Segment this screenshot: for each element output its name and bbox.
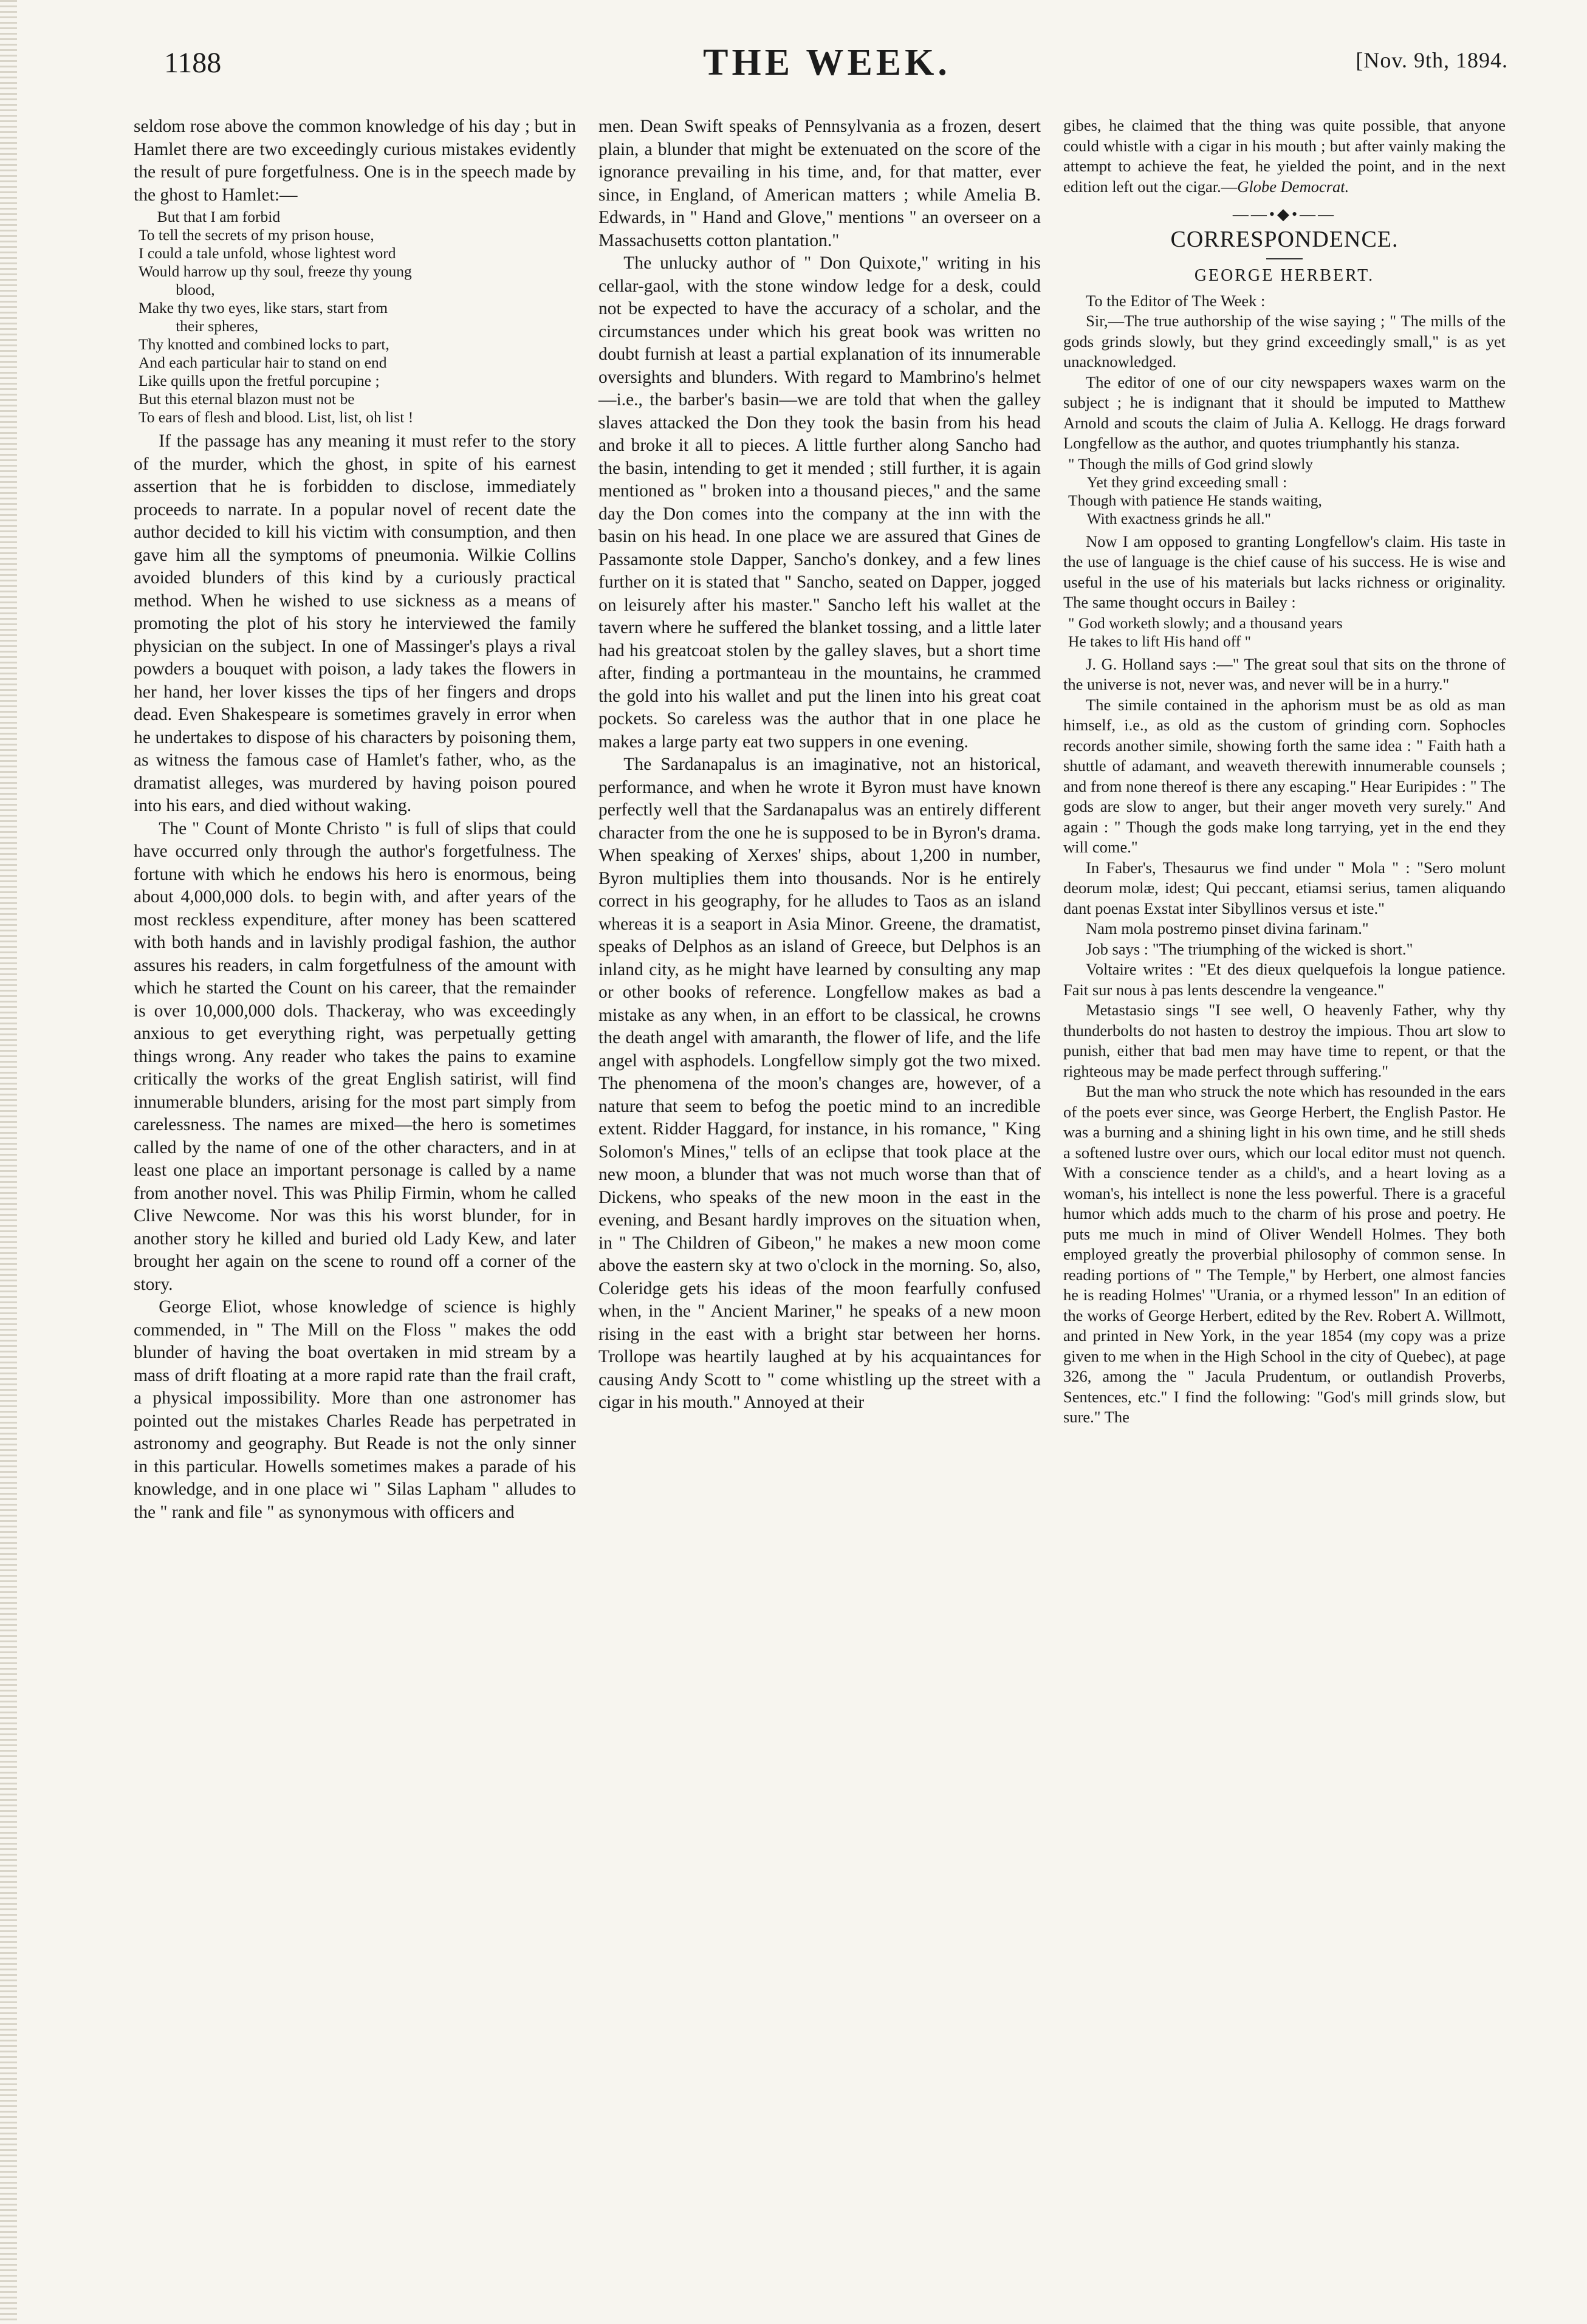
verse-line: Though with patience He stands waiting,: [1068, 491, 1322, 509]
paragraph: Now I am opposed to granting Longfellow's claim. His taste in the use of language is the chief cause of his success. He is wise and useful in the use of his materials but lacks richness or originality. The same thought occurs in Bailey :: [1063, 532, 1506, 611]
salutation: To the Editor of The Week :: [1086, 291, 1266, 310]
verse-line: With exactness grinds he all.": [1086, 509, 1271, 527]
verse-line: Thy knotted and combined locks to part,: [139, 335, 389, 353]
masthead-title: THE WEEK.: [703, 42, 951, 83]
hamlet-quote: [139, 208, 576, 427]
article-columns: [122, 115, 1537, 2297]
verse-line: But that I am forbid: [157, 208, 281, 225]
source-credit: Globe Democrat.: [1237, 177, 1349, 196]
page-header: [122, 41, 1532, 90]
verse-line: " God worketh slowly; and a thousand years: [1068, 614, 1343, 632]
paragraph: If the passage has any meaning it must refer to the story of the murder, which the ghost, in spite of his earnest assertion that he is forbidden to disclose, immediately proceeds to narrate. In a popular novel of recent date the author decided to kill his victim with consumption, and then gave him all the symptoms of pneumonia. Wilkie Collins avoided blunders of this kind by a curiously practical method. When he wished to use sickness as a means of promoting the plot of his story he interviewed the family physician on the subject. In one of Massinger's plays a rival powders a bouquet with poison, a lady takes the flowers in her hand, her lover kisses the tips of her fingers and drops dead. Even Shakespeare is sometimes gravely in error when he undertakes to dispose of his characters by poisoning them, as witness the famous case of Hamlet's father, who, as the dramatist alleges, was murdered by having poison poured into his ears, and died without waking.: [134, 431, 576, 815]
longfellow-quote: [1068, 455, 1506, 528]
verse-line: I could a tale unfold, whose lightest word: [139, 244, 396, 262]
paragraph: The simile contained in the aphorism must be as old as man himself, i.e., as old as the custom of grinding corn. Sophocles records another simile, showing forth the same idea : " Faith hath a shuttle of adamant, and weaveth therewith innumerable counsels ; and from none thereof is there any escaping." Hear Euripides : " The gods are slow to anger, but their anger moveth very surely." And again : " Though the gods make long tarrying, yet in the end they will come.": [1063, 695, 1506, 856]
paragraph: The Sardanapalus is an imaginative, not an historical, performance, and when he wrote it Byron must have known perfectly well that the Sardanapalus was an entirely different character from the one he is supposed to be in Byron's drama. When speaking of Xerxes' ships, about 1,200 in number, Byron multiplies them into thousands. Nor is he entirely correct in his geography, for he alludes to Taos as an island whereas it is a seaport in Asia Minor. Greene, the dramatist, speaks of Delphos as an island of Greece, but Delphos is an inland city, as he might have learned by consulting any map or other books of reference. Longfellow makes as bad a mistake as any when, in an effort to be classical, he crowns the death angel with amaranth, the flower of life, and the life angel with asphodels. Longfellow simply got the two mixed. The phenomena of the moon's changes are, however, of a nature that seem to befog the poetic mind to an incredible extent. Ridder Haggard, for instance, in his romance, " King Solomon's Mines," tells of an eclipse that took place at the new moon, a blunder that was not much worse than that of Dickens, who speaks of the new moon in the east in the evening, and Besant hardly improves on the situation when, in " The Children of Gibeon," he makes a new moon come above the eastern sky at two o'clock in the morning. So, also, Coleridge gets his ideas of the moon fearfully confused when, in the " Ancient Mariner," he speaks of a new moon rising in the east with a bright star between her horns. Trollope was heartily laughed at by his acquaintances for causing Andy Scott to " come whistling up the street with a cigar in his mouth." Annoyed at their: [598, 755, 1041, 1412]
column-1: [134, 115, 576, 1524]
column-3: [1063, 115, 1506, 1428]
verse-line: To ears of flesh and blood. List, list, oh list !: [139, 408, 414, 426]
paragraph: In Faber's, Thesaurus we find under " Mola " : "Sero molunt deorum molæ, idest; Qui peccant, etiamsi serius, tamen aliquando dant poenas Exstat inter Sibyllinos versus et iste.": [1063, 858, 1506, 917]
title-rule: [1266, 258, 1303, 259]
section-title: CORRESPONDENCE.: [1170, 226, 1399, 252]
verse-line: Yet they grind exceeding small :: [1086, 473, 1287, 491]
paragraph: Sir,—The true authorship of the wise saying ; " The mills of the gods grinds slowly, but they grind exceedingly small," is as yet unacknowledged.: [1063, 312, 1506, 371]
paragraph: Metastasio sings "I see well, O heavenly Father, why thy thunderbolts do not hasten to destroy the impious. Thou art slow to punish, either that bad men may have time to repent, or that the righteous may be made perfect through suffering.": [1063, 1001, 1506, 1080]
verse-line: " Though the mills of God grind slowly: [1068, 454, 1314, 473]
paragraph: The " Count of Monte Christo " is full of slips that could have occurred only through the author's forgetfulness. The fortune with which he endows his hero is enormous, being about 4,000,000 dols. to begin with, and after years of the most reckless expenditure, after money has been scattered with both hands and in lavishly prodigal fashion, the author assures his readers, in calm forgetfulness of the amount with which he started the Count on his career, that the remainder is over 10,000,000 dols. Thackeray, who was exceedingly anxious to get everything right, was perpetually getting things wrong. Any reader who takes the pains to examine critically the works of the great English satirist, will find innumerable blunders, arising for the most part simply from carelessness. The names are mixed—the hero is sometimes called by the name of one of the other characters, and in at least one place an important personage is called by a name from another novel. This was Philip Firmin, whom he called Clive Newcome. Nor was this his worst blunder, for in another story he killed and buried old Lady Kew, and later brought her again on the scene to round off a corner of the story.: [134, 818, 576, 1294]
ornament-divider: ——•◆•——: [1232, 205, 1337, 223]
verse-line: blood,: [176, 281, 215, 298]
paragraph: Voltaire writes : "Et des dieux quelquefois la longue patience. Fait sur nous à pas lents descendre la vengeance.": [1063, 960, 1506, 999]
paragraph: George Eliot, whose knowledge of science is highly commended, in " The Mill on the Floss " makes the odd blunder of having the boat overtaken in mid stream by a mass of drift floating at a more rapid rate than the frail craft, a physical impossibility. More than one astronomer has pointed out the mistakes Charles Reade has perpetrated in astronomy and geography. But Reade is not the only sinner in this particular. Howells sometimes makes a parade of his knowledge, and in one place wi " Silas Lapham " alludes to the " rank and file " as synonymous with officers and: [134, 1297, 576, 1522]
verse-line: Make thy two eyes, like stars, start from: [139, 299, 388, 317]
paragraph: Nam mola postremo pinset divina farinam.": [1086, 919, 1369, 937]
verse-line: He takes to lift His hand off ": [1068, 632, 1252, 650]
paragraph: men. Dean Swift speaks of Pennsylvania as a frozen, desert plain, a blunder that might be extenuated on the score of the ignorance prevailing in his time, and, for that matter, ever since, in England, of American matters ; while Amelia B. Edwards, in " Hand and Glove," mentions " an overseer on a Massachusetts cotton plantation.": [598, 117, 1041, 250]
verse-line: And each particular hair to stand on end: [139, 354, 387, 371]
paragraph: [1063, 115, 1506, 197]
paragraph: The unlucky author of " Don Quixote," writing in his cellar-gaol, with the stone window ledge for a desk, could not be expected to have the accuracy of a scholar, and the circumstances under which his great book was written no doubt furnish at least a partial explanation of its innumerable oversights and blunders. With regard to Mambrino's helmet—i.e., the barber's basin—we are told that when the galley slaves attacked the Don they took the basin from his head and broke it all to pieces. A little further along Sancho had the basin, intending to get it mended ; still further, it is again mentioned as " broken into a thousand pieces," and the same day the Don comes into the company at the inn with the basin on his head. In one place we are assured that Gines de Passamonte stole Dapper, Sancho's donkey, and a few lines further on it is stated that " Sancho, seated on Dapper, jogged on leisurely after his master." Sancho left his wallet at the tavern where he suffered the blanket tossing, and a little later had his greatcoat stolen by the galley slaves, but a short time after, finding a portmanteau in the mountains, he crammed the gold into his wallet and put the linen into his great coat pockets. So careless was the author that in one place he makes a large party eat two suppers in one evening.: [598, 253, 1041, 752]
page-number: 1188: [164, 47, 222, 79]
verse-line: But this eternal blazon must not be: [139, 390, 355, 408]
issue-date: [Nov. 9th, 1894.: [1356, 48, 1508, 72]
paragraph: J. G. Holland says :—" The great soul that sits on the throne of the universe is not, never was, and never will be in a hurry.": [1063, 654, 1506, 693]
column-2: [598, 115, 1041, 1414]
bailey-quote: [1068, 614, 1506, 651]
paragraph-text: gibes, he claimed that the thing was quite possible, that anyone could whistle with a cigar in his mouth ; but after vainly making the attempt to achieve the feat, he yielded the point, and in the next edition left out the cigar.—: [1063, 116, 1506, 196]
paragraph: seldom rose above the common knowledge of his day ; but in Hamlet there are two exceedingly curious mistakes evidently the result of pure forgetfulness. One is in the speech made by the ghost to Hamlet:—: [134, 117, 576, 205]
letter-title: GEORGE HERBERT.: [1194, 266, 1375, 285]
paragraph: But the man who struck the note which has resounded in the ears of the poets ever since, was George Herbert, the English Pastor. He was a burning and a shining light in his own time, and he still sheds a softened lustre over ours, which our local editor must not quench. With a conscience tender as a child's, and a heart loving as a woman's, his intellect is none the less powerful. There is a graceful humor which adds much to the charm of his prose and poetry. He puts me much in mind of Oliver Wendell Holmes. They both employed greatly the proverbial philosophy of common sense. In reading portions of " The Temple," by Herbert, one almost fancies he is reading Holmes' "Urania, or a rhymed lesson" In an edition of the works of George Herbert, edited by the Rev. Robert A. Willmott, and printed in New York, in the year 1854 (my copy was a prize given to me when in the High School in the city of Quebec), at page 326, among the " Jacula Prudentum, or outlandish Proverbs, Sentences, etc." I find the following: "God's mill grinds slow, but sure." The: [1063, 1082, 1506, 1426]
verse-line: Like quills upon the fretful porcupine ;: [139, 372, 380, 389]
verse-line: Would harrow up thy soul, freeze thy young: [139, 262, 412, 280]
verse-line: To tell the secrets of my prison house,: [139, 226, 374, 244]
binding-edge: [0, 0, 17, 2324]
verse-line: their spheres,: [176, 317, 259, 335]
paragraph: Job says : "The triumphing of the wicked is short.": [1086, 939, 1413, 958]
paragraph: The editor of one of our city newspapers waxes warm on the subject ; he is indignant that it should be imputed to Matthew Arnold and scouts the claim of Julia A. Kellogg. He drags forward Longfellow as the author, and quotes triumphantly his stanza.: [1063, 372, 1506, 452]
